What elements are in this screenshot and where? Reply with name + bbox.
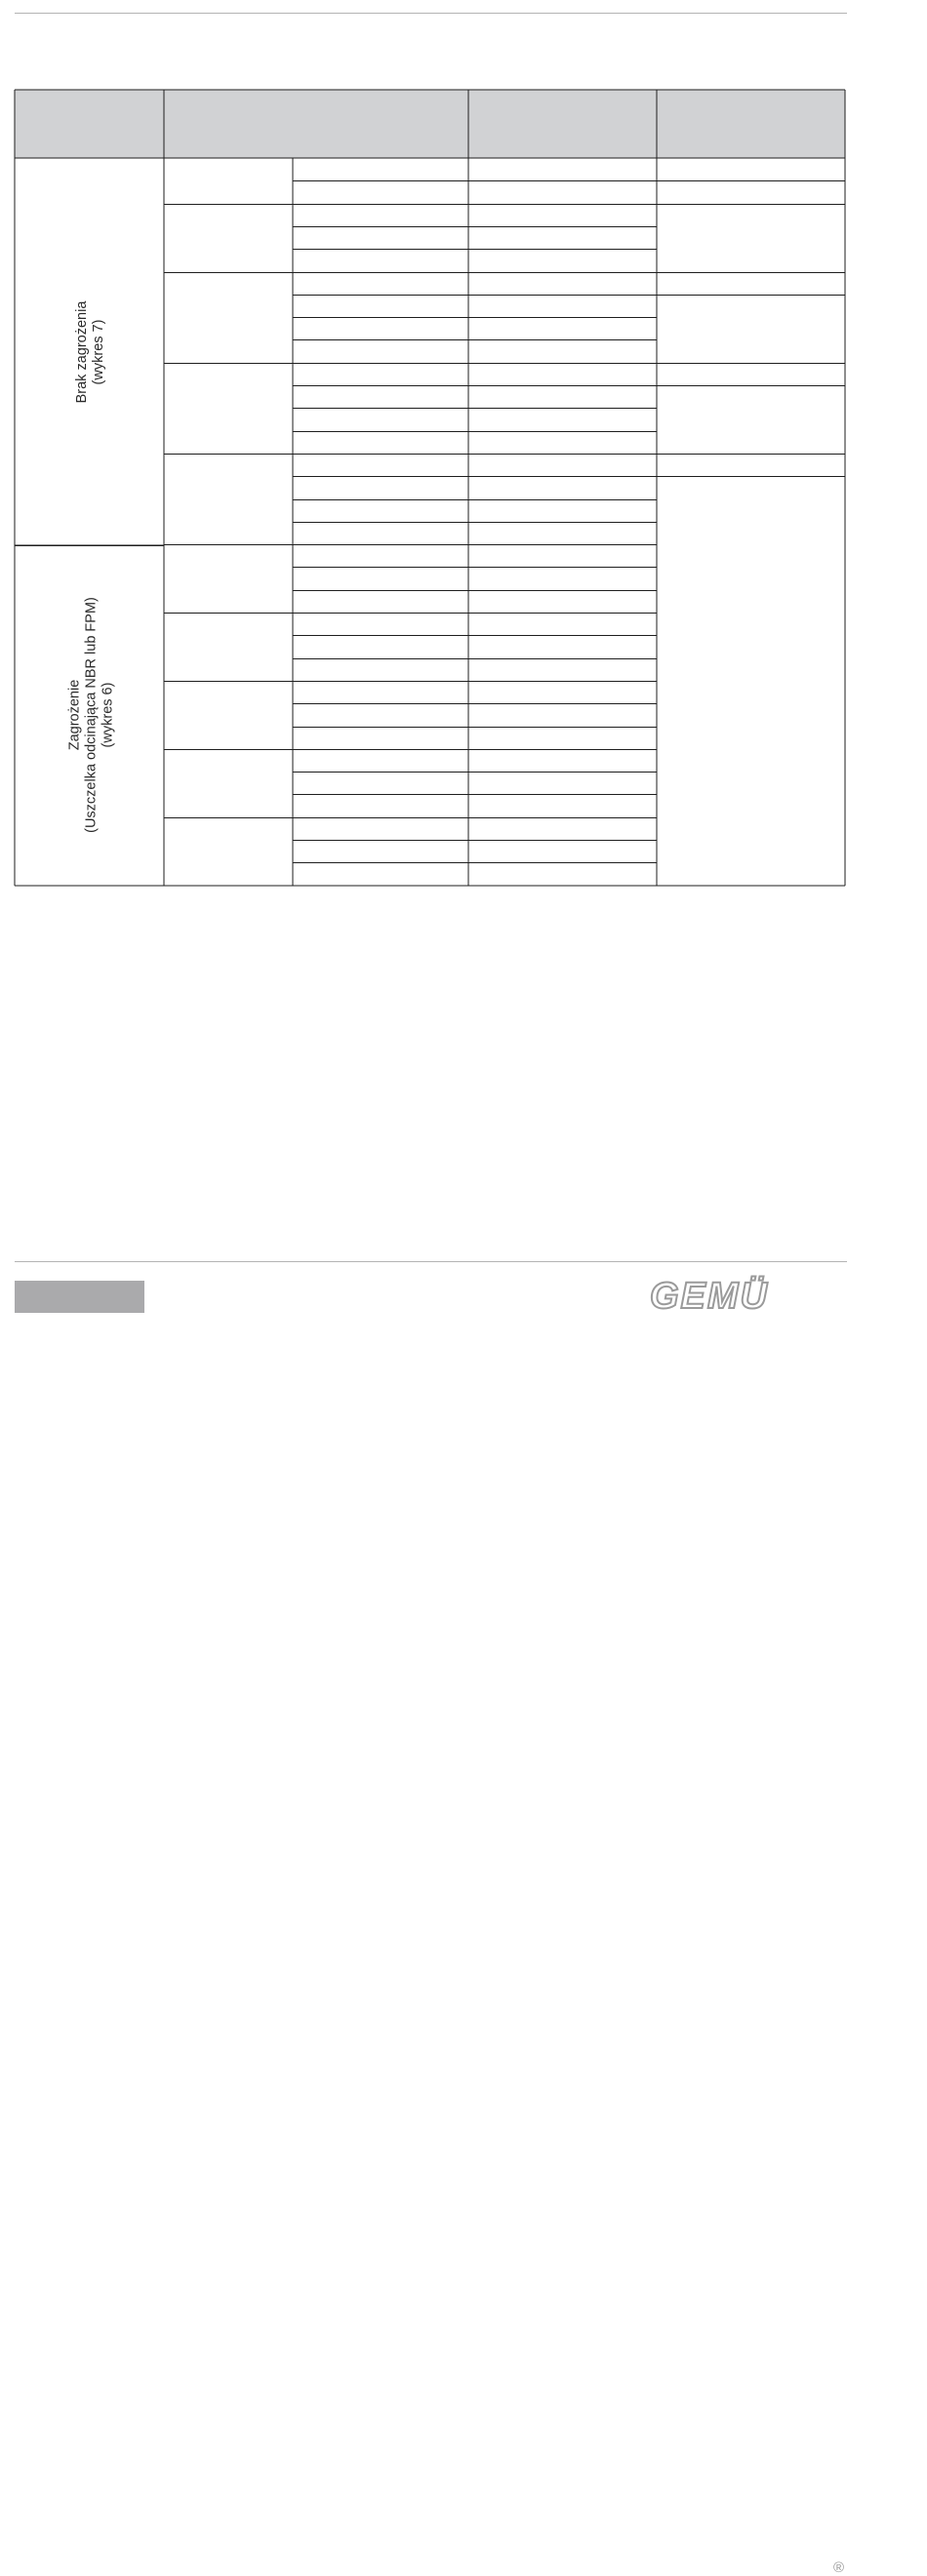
group-label-no-hazard-line1: Brak zagrożenia	[74, 300, 90, 404]
group-label-hazard-line1: Zagrożenie	[66, 679, 83, 751]
registered-mark: ®	[833, 2559, 845, 2576]
group-label-no-hazard-line2: (wykres 7)	[91, 319, 106, 385]
table-header	[15, 90, 845, 158]
gemu-logo-text: GEMÜ	[650, 1276, 769, 1317]
gemu-logo	[650, 1276, 845, 2576]
group-label-hazard-line2: (Uszczelka odcinająca NBR lub FPM)	[83, 597, 100, 833]
group-label-no-hazard	[74, 301, 107, 404]
group-label-hazard	[67, 597, 117, 833]
bottom-rule	[15, 1261, 847, 1262]
page-number-tab	[15, 1281, 144, 1313]
group-label-hazard-line3: (wykres 6)	[100, 682, 116, 748]
